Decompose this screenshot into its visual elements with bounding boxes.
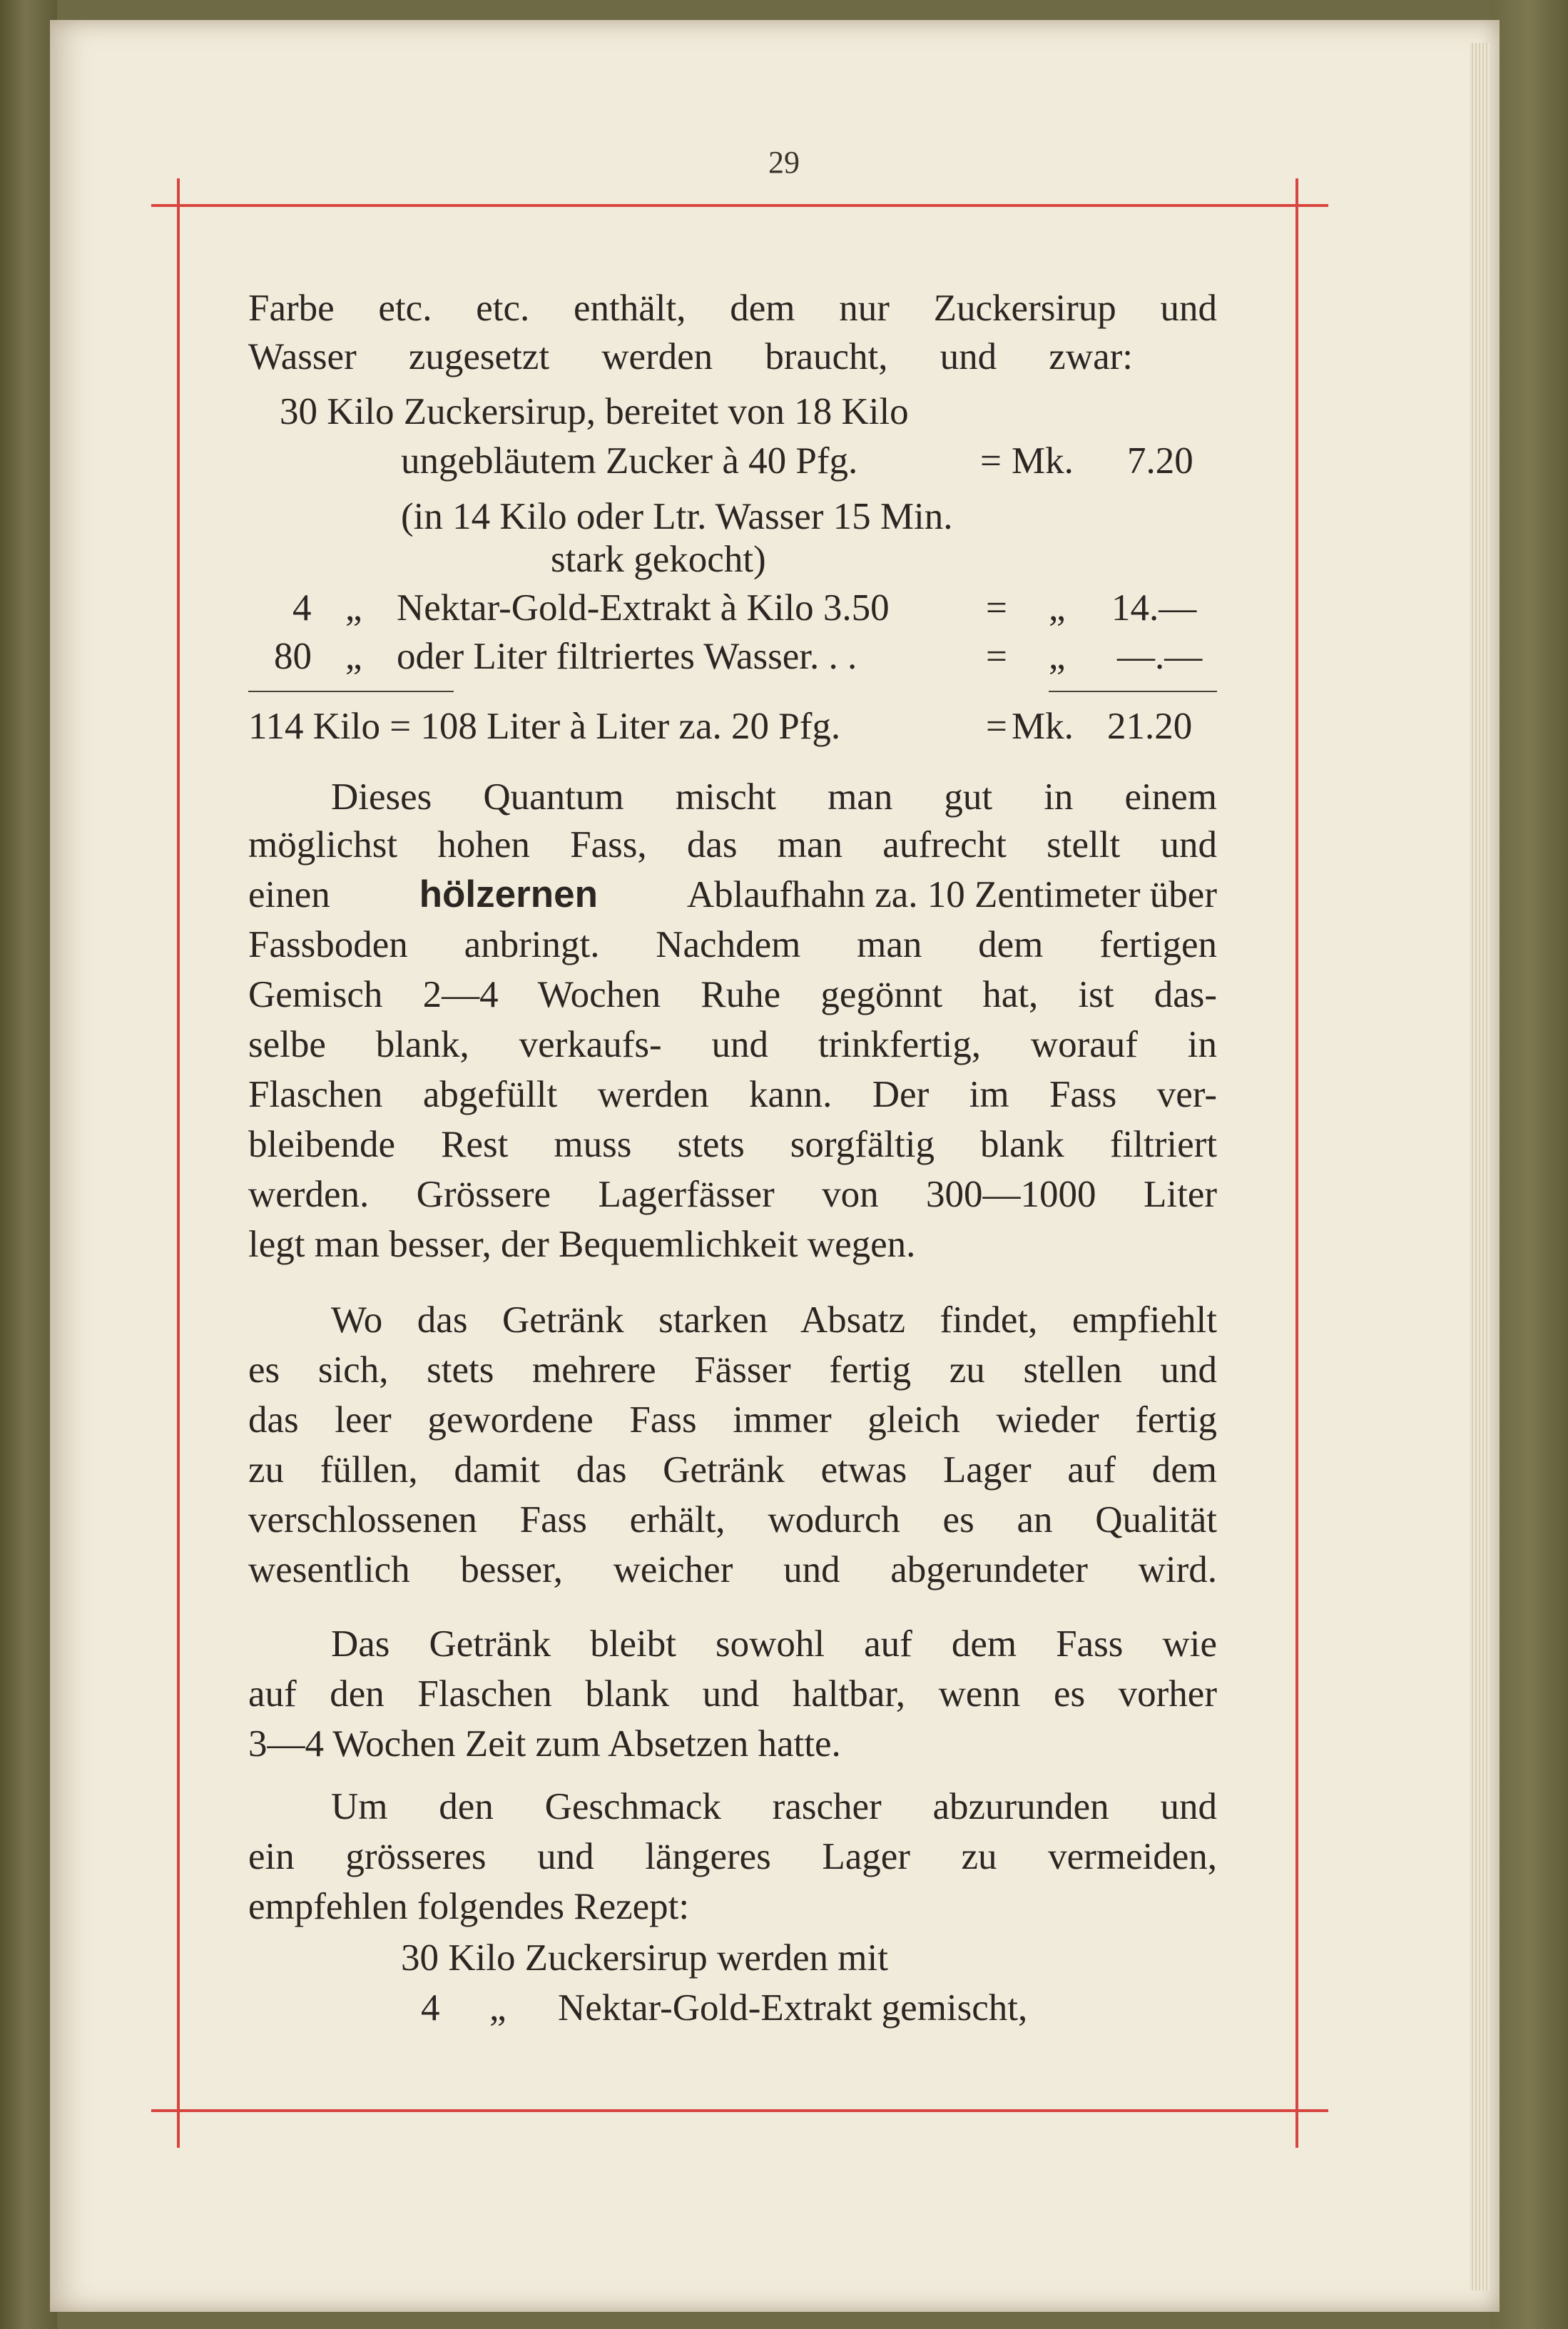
paragraph-line: 3—4 Wochen Zeit zum Absetzen hatte. (248, 1723, 841, 1765)
recipe-ditto: „ (1049, 587, 1066, 629)
recipe-line: 30 Kilo Zuckersirup, bereitet von 18 Kilo (280, 391, 909, 432)
frame-bottom-line (151, 2109, 1328, 2112)
paragraph-line: Gemisch 2—4 Wochen Ruhe gegönnt hat, ist das- (248, 974, 1217, 1015)
recipe-equals: = (986, 587, 1007, 629)
recipe-ditto: „ (345, 636, 362, 677)
recipe-amount: 7.20 (1127, 440, 1193, 482)
paragraph-line: ein grösseres und längeres Lager zu vermeiden, (248, 1836, 1217, 1877)
recipe-ditto: „ (489, 1987, 506, 2029)
word: einen (248, 874, 330, 915)
paragraph-line: empfehlen folgendes Rezept: (248, 1886, 690, 1927)
paragraph-line: Flaschen abgefüllt werden kann. Der im Fass ver- (248, 1074, 1217, 1115)
recipe-equals: = (986, 636, 1007, 677)
frame-right-line (1295, 178, 1298, 2148)
recipe-amount: 21.20 (1107, 706, 1193, 747)
recipe-qty: 4 (421, 1987, 440, 2029)
paragraph-line: selbe blank, verkaufs- und trinkfertig, worauf in (248, 1024, 1217, 1065)
paragraph-line: bleibende Rest muss stets sorgfältig blank filtriert (248, 1124, 1217, 1165)
recipe-note: (in 14 Kilo oder Ltr. Wasser 15 Min. (401, 496, 953, 537)
recipe-equals: = (980, 440, 1002, 482)
page-edges (1470, 43, 1490, 2290)
recipe-equals: = (986, 706, 1007, 747)
recipe-qty: 4 (292, 587, 312, 629)
paragraph-line (248, 872, 1217, 918)
book-cover-right (1491, 0, 1568, 2329)
sum-rule-left (248, 691, 454, 692)
recipe-line: Nektar-Gold-Extrakt à Kilo 3.50 (397, 587, 890, 629)
paragraph-line: legt man besser, der Bequemlichkeit wegen. (248, 1224, 916, 1265)
paragraph-line: Das Getränk bleibt sowohl auf dem Fass wie (331, 1623, 1217, 1665)
paragraph-line: Wo das Getränk starken Absatz findet, empfiehlt (331, 1299, 1217, 1341)
recipe-line: 30 Kilo Zuckersirup werden mit (401, 1937, 888, 1979)
recipe-amount: 14.— (1111, 587, 1197, 629)
frame-top-line (151, 204, 1328, 207)
paragraph-line: verschlossenen Fass erhält, wodurch es an Qualität (248, 1499, 1217, 1541)
recipe-line: ungebläutem Zucker à 40 Pfg. (401, 440, 858, 482)
line-rest: Ablaufhahn za. 10 Zentimeter über (686, 874, 1217, 915)
recipe-ditto: „ (345, 587, 362, 629)
recipe-currency: Mk. (1012, 706, 1074, 747)
paragraph-line: möglichst hohen Fass, das man aufrecht stellt und (248, 824, 1217, 866)
sum-rule-right (1049, 691, 1217, 692)
emphasized-word: hölzernen (419, 873, 598, 915)
paragraph-line: zu füllen, damit das Getränk etwas Lager auf dem (248, 1449, 1217, 1491)
recipe-line: Nektar-Gold-Extrakt gemischt, (558, 1987, 1028, 2029)
recipe-currency: Mk. (1012, 440, 1074, 482)
intro-line: Wasser zugesetzt werden braucht, und zwar: (248, 336, 1133, 377)
paragraph-line: es sich, stets mehrere Fässer fertig zu stellen und (248, 1349, 1217, 1391)
recipe-amount: —.— (1117, 636, 1203, 677)
paragraph-line: auf den Flaschen blank und haltbar, wenn es vorher (248, 1673, 1217, 1715)
page-number: 29 (768, 145, 800, 180)
paragraph-line: das leer gewordene Fass immer gleich wieder fertig (248, 1399, 1217, 1441)
recipe-ditto: „ (1049, 636, 1066, 677)
recipe-note: stark gekocht) (551, 539, 766, 580)
recipe-qty: 80 (274, 636, 312, 677)
paragraph-line: Fassboden anbringt. Nachdem man dem fertigen (248, 924, 1217, 965)
paragraph-line: Dieses Quantum mischt man gut in einem (331, 776, 1217, 818)
recipe-line: oder Liter filtriertes Wasser. . . (397, 636, 857, 677)
recipe-total: 114 Kilo = 108 Liter à Liter za. 20 Pfg. (248, 706, 841, 747)
book-cover-left (0, 0, 57, 2329)
intro-line: Farbe etc. etc. enthält, dem nur Zuckersirup und (248, 288, 1217, 329)
paragraph-line: Um den Geschmack rascher abzurunden und (331, 1786, 1217, 1827)
paragraph-line: werden. Grössere Lagerfässer von 300—1000 Liter (248, 1174, 1217, 1215)
frame-left-line (177, 178, 180, 2148)
paragraph-line: wesentlich besser, weicher und abgerundeter wird. (248, 1549, 1217, 1590)
